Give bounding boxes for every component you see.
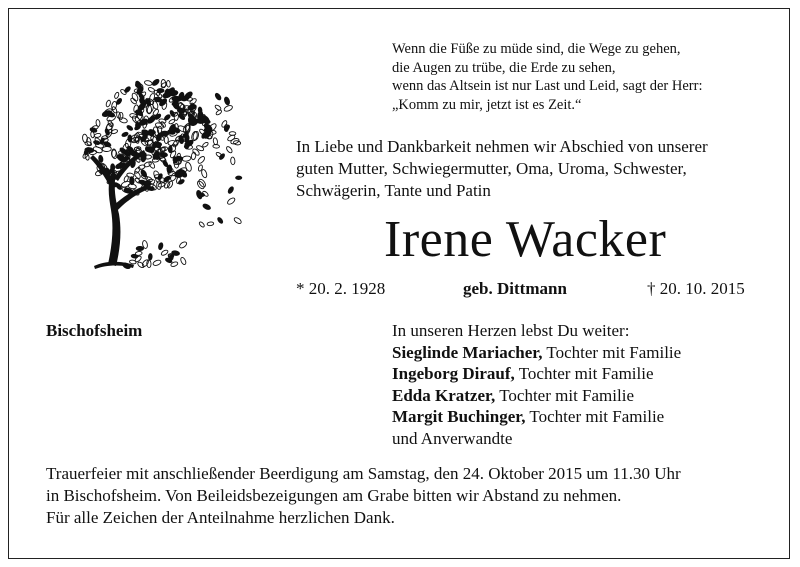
death-date: † 20. 10. 2015 xyxy=(647,279,745,298)
footer-line: Für alle Zeichen der Anteilnahme herzlichen Dank. xyxy=(46,508,395,527)
footer-line: Trauerfeier mit anschließender Beerdigung am Samstag, den 24. Oktober 2015 um 11.30 Uhr xyxy=(46,464,681,483)
mourner-relation: Tochter mit Familie xyxy=(495,385,634,405)
intro-line: Schwägerin, Tante und Patin xyxy=(296,181,491,200)
mourner-entry xyxy=(392,385,782,407)
farewell-intro xyxy=(296,136,766,202)
maiden-name: geb. Dittmann xyxy=(463,279,567,298)
mourners-list xyxy=(392,320,782,449)
mourner-entry xyxy=(392,406,782,428)
mourner-relation: Tochter mit Familie xyxy=(525,407,665,426)
birth-date: * 20. 2. 1928 xyxy=(296,279,386,298)
mourner-entry xyxy=(392,363,782,385)
intro-line: guten Mutter, Schwiegermutter, Oma, Uroma, Schwester, xyxy=(296,159,687,178)
windblown-tree-icon xyxy=(64,56,244,276)
mourner-relation: Tochter mit Familie xyxy=(542,342,682,362)
footer-line: in Bischofsheim. Von Beileidsbezeigungen am Grabe bitten wir Abstand zu nehmen. xyxy=(46,486,622,505)
mourner-entry xyxy=(392,342,782,364)
intro-line: In Liebe und Dankbarkeit nehmen wir Abschied von unserer xyxy=(296,137,708,156)
mourner-name: Edda Kratzer, xyxy=(392,385,496,405)
funeral-details xyxy=(46,463,786,529)
poem xyxy=(392,40,782,114)
mourner-name: Sieglinde Mariacher, xyxy=(392,342,543,362)
mourner-name: Margit Buchinger, xyxy=(392,407,526,426)
poem-line: „Komm zu mir, jetzt ist es Zeit.“ xyxy=(392,96,582,113)
poem-line: die Augen zu trübe, die Erde zu sehen, xyxy=(392,59,616,76)
poem-line: Wenn die Füße zu müde sind, die Wege zu gehen, xyxy=(392,41,681,57)
poem-line: wenn das Altsein ist nur Last und Leid, sagt der Herr: xyxy=(392,78,703,94)
mourners-closing: und Anverwandte xyxy=(392,428,513,448)
mourners-intro: In unseren Herzen lebst Du weiter: xyxy=(392,321,630,340)
deceased-name: Irene Wacker xyxy=(384,211,667,268)
mourner-name: Ingeborg Dirauf, xyxy=(392,364,515,383)
mourner-relation: Tochter mit Familie xyxy=(514,364,654,383)
place-name: Bischofsheim xyxy=(46,321,143,340)
